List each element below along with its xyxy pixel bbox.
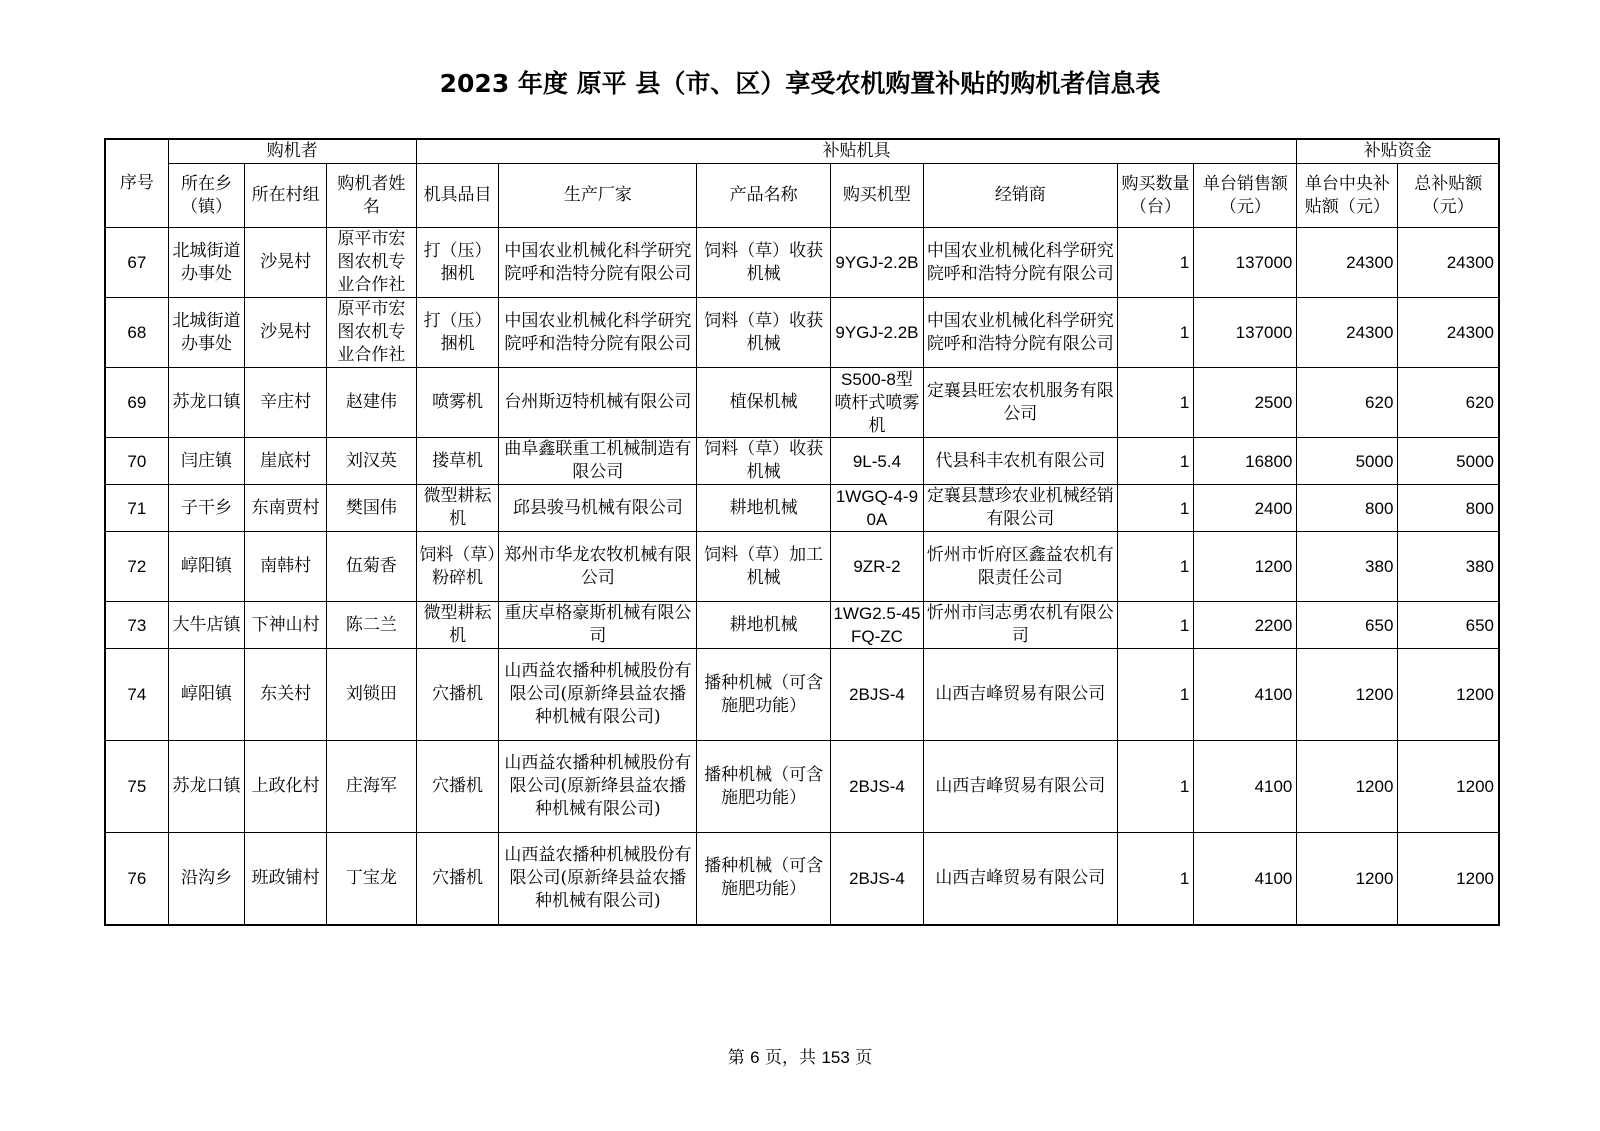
cell-total: 1200 bbox=[1398, 741, 1499, 833]
header-manufacturer: 生产厂家 bbox=[499, 164, 697, 228]
footer-mid: 页，共 bbox=[765, 1048, 817, 1068]
cell-seq: 74 bbox=[105, 649, 168, 741]
header-qty: 购买数量（台） bbox=[1117, 164, 1194, 228]
cell-product: 植保机械 bbox=[697, 368, 831, 438]
cell-total: 1200 bbox=[1398, 649, 1499, 741]
cell-category: 穴播机 bbox=[416, 649, 499, 741]
table-row bbox=[105, 485, 1499, 532]
cell-central: 380 bbox=[1297, 532, 1398, 602]
cell-manufacturer: 邱县骏马机械有限公司 bbox=[499, 485, 697, 532]
header-category: 机具品目 bbox=[416, 164, 499, 228]
cell-town: 北城街道办事处 bbox=[168, 228, 245, 298]
page-title: 2023 年度 原平 县（市、区）享受农机购置补贴的购机者信息表 bbox=[439, 69, 1161, 98]
cell-buyer: 丁宝龙 bbox=[326, 833, 416, 925]
cell-product: 饲料（草）收获机械 bbox=[697, 228, 831, 298]
cell-dealer: 山西吉峰贸易有限公司 bbox=[923, 741, 1117, 833]
table-row bbox=[105, 298, 1499, 368]
header-town: 所在乡（镇） bbox=[168, 164, 245, 228]
footer-page-number: 6 bbox=[750, 1048, 760, 1067]
footer-prefix: 第 bbox=[727, 1048, 745, 1068]
cell-qty: 1 bbox=[1117, 485, 1194, 532]
cell-dealer: 山西吉峰贸易有限公司 bbox=[923, 649, 1117, 741]
cell-price: 16800 bbox=[1194, 438, 1297, 485]
cell-model: 2BJS-4 bbox=[831, 649, 924, 741]
cell-qty: 1 bbox=[1117, 833, 1194, 925]
cell-manufacturer: 山西益农播种机械股份有限公司(原新绛县益农播种机械有限公司) bbox=[499, 649, 697, 741]
header-model: 购买机型 bbox=[831, 164, 924, 228]
cell-price: 137000 bbox=[1194, 298, 1297, 368]
cell-central: 800 bbox=[1297, 485, 1398, 532]
cell-village: 班政铺村 bbox=[245, 833, 327, 925]
cell-central: 24300 bbox=[1297, 298, 1398, 368]
cell-town: 崞阳镇 bbox=[168, 649, 245, 741]
cell-qty: 1 bbox=[1117, 532, 1194, 602]
header-group-machine: 补贴机具 bbox=[416, 139, 1297, 164]
cell-seq: 72 bbox=[105, 532, 168, 602]
cell-town: 崞阳镇 bbox=[168, 532, 245, 602]
table-row bbox=[105, 368, 1499, 438]
subsidy-table bbox=[104, 138, 1500, 926]
cell-manufacturer: 台州斯迈特机械有限公司 bbox=[499, 368, 697, 438]
cell-product: 耕地机械 bbox=[697, 602, 831, 649]
cell-buyer: 赵建伟 bbox=[326, 368, 416, 438]
cell-total: 1200 bbox=[1398, 833, 1499, 925]
cell-town: 沿沟乡 bbox=[168, 833, 245, 925]
cell-manufacturer: 山西益农播种机械股份有限公司(原新绛县益农播种机械有限公司) bbox=[499, 833, 697, 925]
header-central-subsidy: 单台中央补贴额（元） bbox=[1297, 164, 1398, 228]
cell-product: 播种机械（可含施肥功能） bbox=[697, 833, 831, 925]
cell-village: 沙晃村 bbox=[245, 228, 327, 298]
table-row bbox=[105, 602, 1499, 649]
cell-model: 9L-5.4 bbox=[831, 438, 924, 485]
cell-manufacturer: 中国农业机械化科学研究院呼和浩特分院有限公司 bbox=[499, 298, 697, 368]
cell-model: 1WG2.5-45FQ-ZC bbox=[831, 602, 924, 649]
cell-price: 1200 bbox=[1194, 532, 1297, 602]
cell-total: 620 bbox=[1398, 368, 1499, 438]
cell-qty: 1 bbox=[1117, 298, 1194, 368]
cell-price: 4100 bbox=[1194, 649, 1297, 741]
cell-category: 微型耕耘机 bbox=[416, 485, 499, 532]
cell-price: 2500 bbox=[1194, 368, 1297, 438]
cell-product: 耕地机械 bbox=[697, 485, 831, 532]
cell-buyer: 伍菊香 bbox=[326, 532, 416, 602]
header-group-buyer: 购机者 bbox=[168, 139, 416, 164]
cell-seq: 71 bbox=[105, 485, 168, 532]
cell-village: 上政化村 bbox=[245, 741, 327, 833]
cell-village: 崖底村 bbox=[245, 438, 327, 485]
footer-suffix: 页 bbox=[855, 1048, 873, 1068]
cell-seq: 67 bbox=[105, 228, 168, 298]
table-row bbox=[105, 438, 1499, 485]
table-row bbox=[105, 228, 1499, 298]
header-product: 产品名称 bbox=[697, 164, 831, 228]
cell-buyer: 陈二兰 bbox=[326, 602, 416, 649]
cell-total: 24300 bbox=[1398, 298, 1499, 368]
cell-product: 饲料（草）加工机械 bbox=[697, 532, 831, 602]
cell-central: 1200 bbox=[1297, 833, 1398, 925]
cell-central: 24300 bbox=[1297, 228, 1398, 298]
header-buyer-name: 购机者姓名 bbox=[326, 164, 416, 228]
cell-category: 打（压）捆机 bbox=[416, 228, 499, 298]
cell-category: 饲料（草）粉碎机 bbox=[416, 532, 499, 602]
cell-buyer: 庄海军 bbox=[326, 741, 416, 833]
cell-product: 饲料（草）收获机械 bbox=[697, 438, 831, 485]
cell-price: 2200 bbox=[1194, 602, 1297, 649]
cell-qty: 1 bbox=[1117, 228, 1194, 298]
cell-model: 9YGJ-2.2B bbox=[831, 228, 924, 298]
cell-seq: 70 bbox=[105, 438, 168, 485]
cell-model: 9ZR-2 bbox=[831, 532, 924, 602]
cell-manufacturer: 郑州市华龙农牧机械有限公司 bbox=[499, 532, 697, 602]
cell-dealer: 忻州市闫志勇农机有限公司 bbox=[923, 602, 1117, 649]
footer-total-pages: 153 bbox=[821, 1048, 850, 1067]
cell-village: 南韩村 bbox=[245, 532, 327, 602]
table-row bbox=[105, 649, 1499, 741]
cell-category: 喷雾机 bbox=[416, 368, 499, 438]
cell-category: 打（压）捆机 bbox=[416, 298, 499, 368]
cell-model: S500-8型喷杆式喷雾机 bbox=[831, 368, 924, 438]
cell-central: 1200 bbox=[1297, 649, 1398, 741]
cell-model: 2BJS-4 bbox=[831, 833, 924, 925]
cell-seq: 76 bbox=[105, 833, 168, 925]
cell-category: 微型耕耘机 bbox=[416, 602, 499, 649]
cell-seq: 69 bbox=[105, 368, 168, 438]
cell-total: 380 bbox=[1398, 532, 1499, 602]
cell-category: 穴播机 bbox=[416, 741, 499, 833]
cell-dealer: 代县科丰农机有限公司 bbox=[923, 438, 1117, 485]
cell-total: 5000 bbox=[1398, 438, 1499, 485]
cell-dealer: 定襄县慧珍农业机械经销有限公司 bbox=[923, 485, 1117, 532]
table-row bbox=[105, 833, 1499, 925]
cell-qty: 1 bbox=[1117, 438, 1194, 485]
cell-qty: 1 bbox=[1117, 649, 1194, 741]
cell-manufacturer: 重庆卓格豪斯机械有限公司 bbox=[499, 602, 697, 649]
cell-product: 饲料（草）收获机械 bbox=[697, 298, 831, 368]
table-row bbox=[105, 741, 1499, 833]
header-unit-price: 单台销售额（元） bbox=[1194, 164, 1297, 228]
cell-price: 137000 bbox=[1194, 228, 1297, 298]
cell-category: 穴播机 bbox=[416, 833, 499, 925]
cell-model: 1WGQ-4-90A bbox=[831, 485, 924, 532]
cell-town: 北城街道办事处 bbox=[168, 298, 245, 368]
cell-category: 搂草机 bbox=[416, 438, 499, 485]
cell-village: 东南贾村 bbox=[245, 485, 327, 532]
cell-manufacturer: 曲阜鑫联重工机械制造有限公司 bbox=[499, 438, 697, 485]
cell-dealer: 山西吉峰贸易有限公司 bbox=[923, 833, 1117, 925]
cell-buyer: 刘锁田 bbox=[326, 649, 416, 741]
cell-total: 24300 bbox=[1398, 228, 1499, 298]
cell-village: 东关村 bbox=[245, 649, 327, 741]
cell-model: 2BJS-4 bbox=[831, 741, 924, 833]
cell-qty: 1 bbox=[1117, 368, 1194, 438]
cell-seq: 75 bbox=[105, 741, 168, 833]
cell-price: 4100 bbox=[1194, 741, 1297, 833]
cell-central: 1200 bbox=[1297, 741, 1398, 833]
cell-buyer: 樊国伟 bbox=[326, 485, 416, 532]
cell-village: 辛庄村 bbox=[245, 368, 327, 438]
cell-product: 播种机械（可含施肥功能） bbox=[697, 741, 831, 833]
cell-town: 苏龙口镇 bbox=[168, 368, 245, 438]
cell-price: 4100 bbox=[1194, 833, 1297, 925]
table-row bbox=[105, 532, 1499, 602]
header-village: 所在村组 bbox=[245, 164, 327, 228]
header-group-fund: 补贴资金 bbox=[1297, 139, 1499, 164]
cell-central: 650 bbox=[1297, 602, 1398, 649]
cell-dealer: 中国农业机械化科学研究院呼和浩特分院有限公司 bbox=[923, 298, 1117, 368]
page-footer bbox=[0, 1043, 1600, 1068]
cell-dealer: 中国农业机械化科学研究院呼和浩特分院有限公司 bbox=[923, 228, 1117, 298]
cell-town: 闫庄镇 bbox=[168, 438, 245, 485]
cell-seq: 68 bbox=[105, 298, 168, 368]
cell-central: 5000 bbox=[1297, 438, 1398, 485]
cell-buyer: 原平市宏图农机专业合作社 bbox=[326, 228, 416, 298]
header-total-subsidy: 总补贴额（元） bbox=[1398, 164, 1499, 228]
cell-manufacturer: 山西益农播种机械股份有限公司(原新绛县益农播种机械有限公司) bbox=[499, 741, 697, 833]
cell-model: 9YGJ-2.2B bbox=[831, 298, 924, 368]
cell-dealer: 定襄县旺宏农机服务有限公司 bbox=[923, 368, 1117, 438]
header-seq: 序号 bbox=[105, 139, 168, 228]
cell-manufacturer: 中国农业机械化科学研究院呼和浩特分院有限公司 bbox=[499, 228, 697, 298]
cell-seq: 73 bbox=[105, 602, 168, 649]
cell-total: 800 bbox=[1398, 485, 1499, 532]
cell-town: 苏龙口镇 bbox=[168, 741, 245, 833]
cell-central: 620 bbox=[1297, 368, 1398, 438]
cell-town: 大牛店镇 bbox=[168, 602, 245, 649]
cell-total: 650 bbox=[1398, 602, 1499, 649]
cell-dealer: 忻州市忻府区鑫益农机有限责任公司 bbox=[923, 532, 1117, 602]
header-dealer: 经销商 bbox=[923, 164, 1117, 228]
cell-price: 2400 bbox=[1194, 485, 1297, 532]
cell-town: 子干乡 bbox=[168, 485, 245, 532]
cell-qty: 1 bbox=[1117, 602, 1194, 649]
cell-village: 沙晃村 bbox=[245, 298, 327, 368]
cell-village: 下神山村 bbox=[245, 602, 327, 649]
cell-buyer: 刘汉英 bbox=[326, 438, 416, 485]
cell-product: 播种机械（可含施肥功能） bbox=[697, 649, 831, 741]
cell-buyer: 原平市宏图农机专业合作社 bbox=[326, 298, 416, 368]
cell-qty: 1 bbox=[1117, 741, 1194, 833]
